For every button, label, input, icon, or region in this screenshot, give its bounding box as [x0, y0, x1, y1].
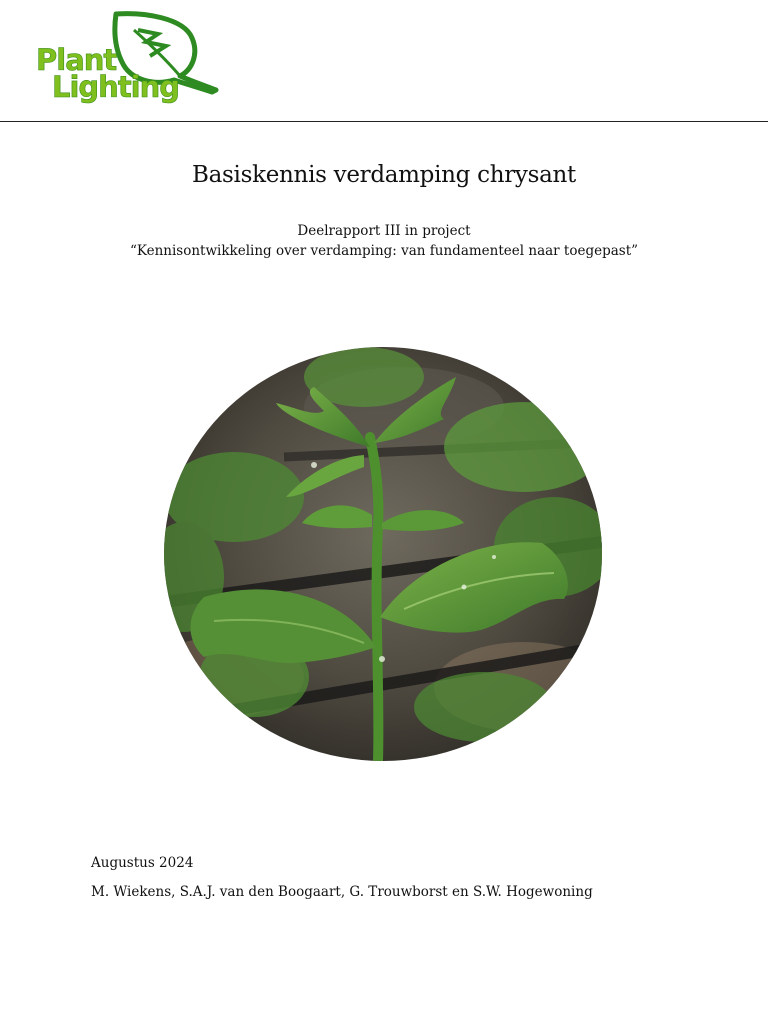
document-subtitle-line1: Deelrapport III in project	[297, 223, 471, 239]
publication-date: Augustus 2024	[91, 855, 194, 871]
document-subtitle-line2: “Kennisontwikkeling over verdamping: van fundamenteel naar toegepast”	[129, 243, 639, 259]
cover-photo-chrysanthemum	[164, 347, 602, 761]
plantlighting-logo	[34, 10, 224, 110]
logo-text-lighting: Lighting	[52, 70, 180, 104]
document-title: Basiskennis verdamping chrysant	[192, 162, 576, 188]
page-header	[0, 0, 768, 122]
logo-text-plant: Plant	[36, 43, 117, 77]
authors-list: M. Wiekens, S.A.J. van den Boogaart, G. Trouwborst en S.W. Hogewoning	[91, 884, 593, 900]
